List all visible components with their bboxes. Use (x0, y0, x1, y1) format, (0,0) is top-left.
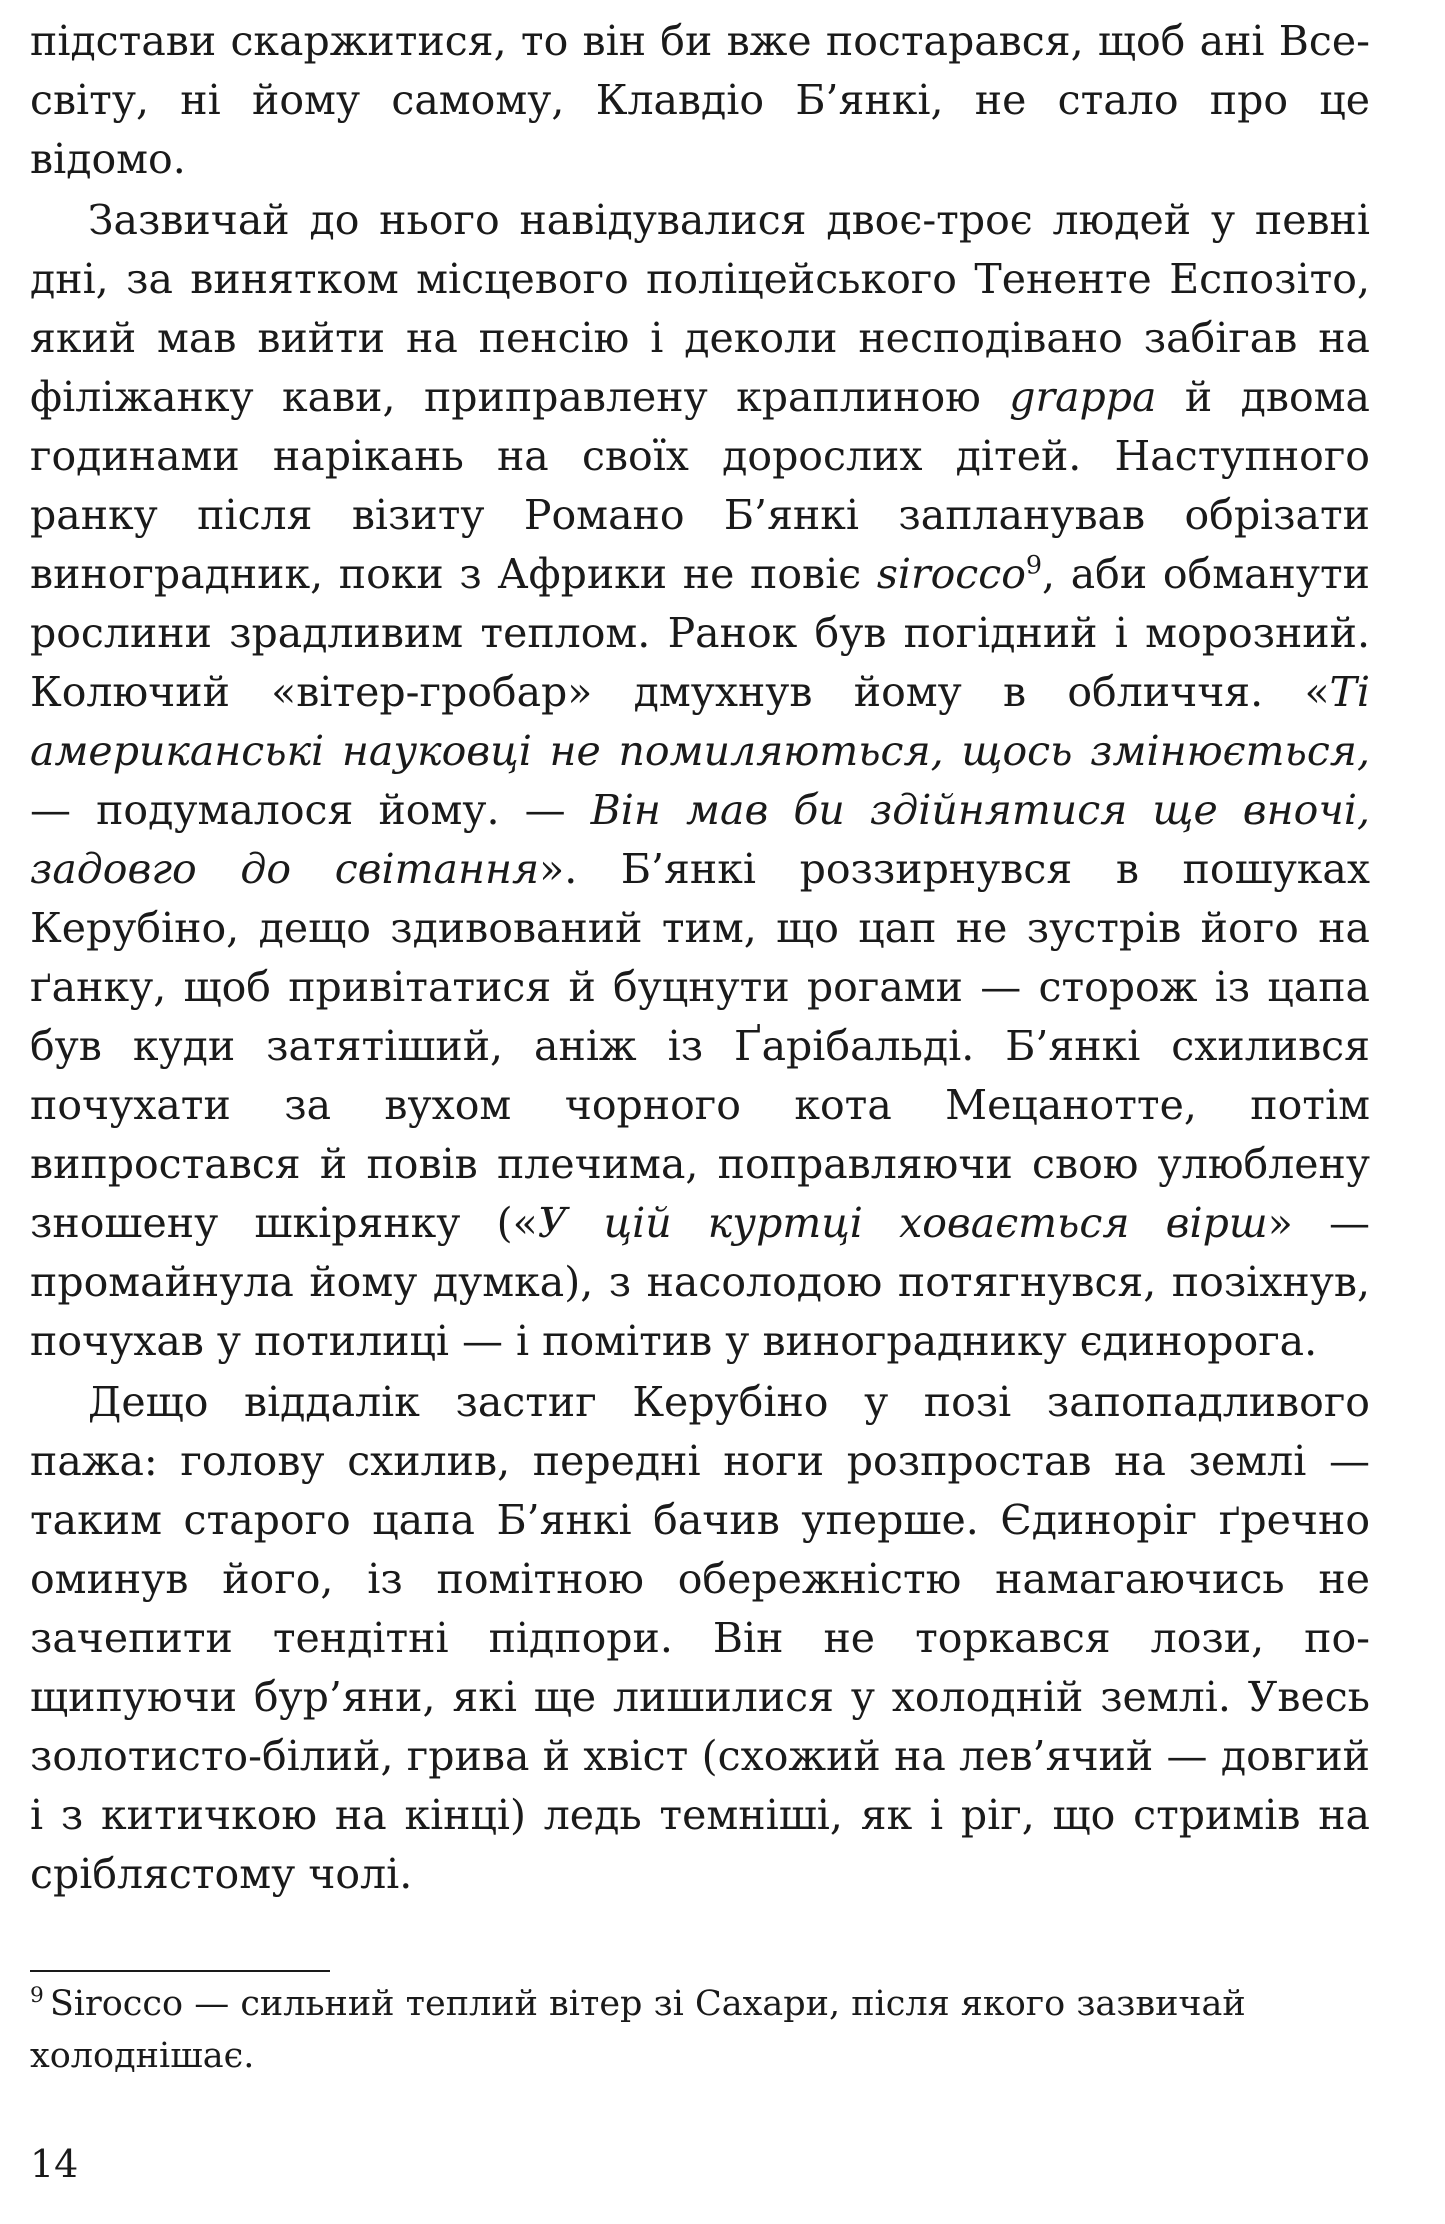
italic-text: sirocco (876, 550, 1026, 598)
footnote-separator (30, 1970, 330, 1972)
text-segment: » — промайнула йому думка), з насолодою потягнувся, позіхнув, почухав у потилиці — і помітив у винограднику єдинорога. (30, 1199, 1370, 1365)
text-segment: — подумалося йому. — (30, 786, 591, 834)
paragraph (30, 12, 1370, 189)
body-text (30, 12, 1370, 1904)
text-segment: підстави скаржитися, то він би вже постарався, щоб ані Всесвіту, ні йому самому, Клавдіо Б’янкі, не стало про це відомо. (30, 17, 1370, 183)
text-segment: ». Б’янкі роззирнувся в пошуках Керубіно, дещо здивований тим, що цап не зустрів його на ґанку, щоб привітатися й буцнути рогами — сторож із цапа був куди затятіший, аніж із Ґарібальді. Б’янкі схилився почухати за вухом чорного кота Мецанотте, потім випростався й повів плечима, поправляючи свою улюблену зношену шкірянку (« (30, 845, 1371, 1247)
italic-text: grappa (1009, 373, 1157, 421)
text-segment: Дещо віддалік застиг Керубіно у позі запопадливого пажа: голову схилив, передні ноги розпростав на землі — таким старого цапа Б’янкі бачив уперше. Єдиноріг ґречно оминув його, із помітною обережністю намагаючись не зачепити тендітні підпори. Він не торкався лози, пощипуючи бур’яни, які ще лишилися у холодній землі. Увесь золотисто-білий, грива й хвіст (схожий на лев’ячий — довгий і з китичкою на кінці) ледь темніші, як і ріг, що стримів на сріблястому чолі. (30, 1378, 1370, 1898)
italic-text: Ті американські науковці не помиляються, щось змінюється, (30, 668, 1370, 775)
text-segment: й двома годинами нарікань на своїх дорослих дітей. Наступного ранку після візиту Романо Б’янкі запланував обрізати виноградник, поки з Африки не повіє (30, 373, 1370, 598)
footnote (30, 1978, 1370, 2082)
paragraph (30, 1373, 1370, 1904)
paragraph (30, 191, 1370, 1371)
page-content (30, 12, 1370, 1904)
text-segment: Зазвичай до нього навідувалися двоє-троє людей у певні дні, за винятком місцевого поліцейського Тененте Еспозіто, який мав вийти на пенсію і деколи несподівано забігав на філіжанку кави, приправлену краплиною (30, 196, 1370, 421)
footnote-reference: 9 (1025, 549, 1043, 580)
footnote-mark: 9 (30, 1983, 44, 2009)
italic-text: У цій куртці ховається вірш (537, 1199, 1268, 1247)
italic-text: Він мав би здійнятися ще вночі, задовго до світання (30, 786, 1370, 893)
text-segment: , аби обманути рослини зрадливим теплом. Ранок був погідний і морозний. Колючий «вітер-гробар» дмухнув йому в обличчя. « (30, 550, 1371, 716)
page-number: 14 (30, 2142, 79, 2186)
footnote-text: Sirocco — сильний теплий вітер зі Сахари, після якого зазвичай холоднішає. (30, 1984, 1246, 2076)
